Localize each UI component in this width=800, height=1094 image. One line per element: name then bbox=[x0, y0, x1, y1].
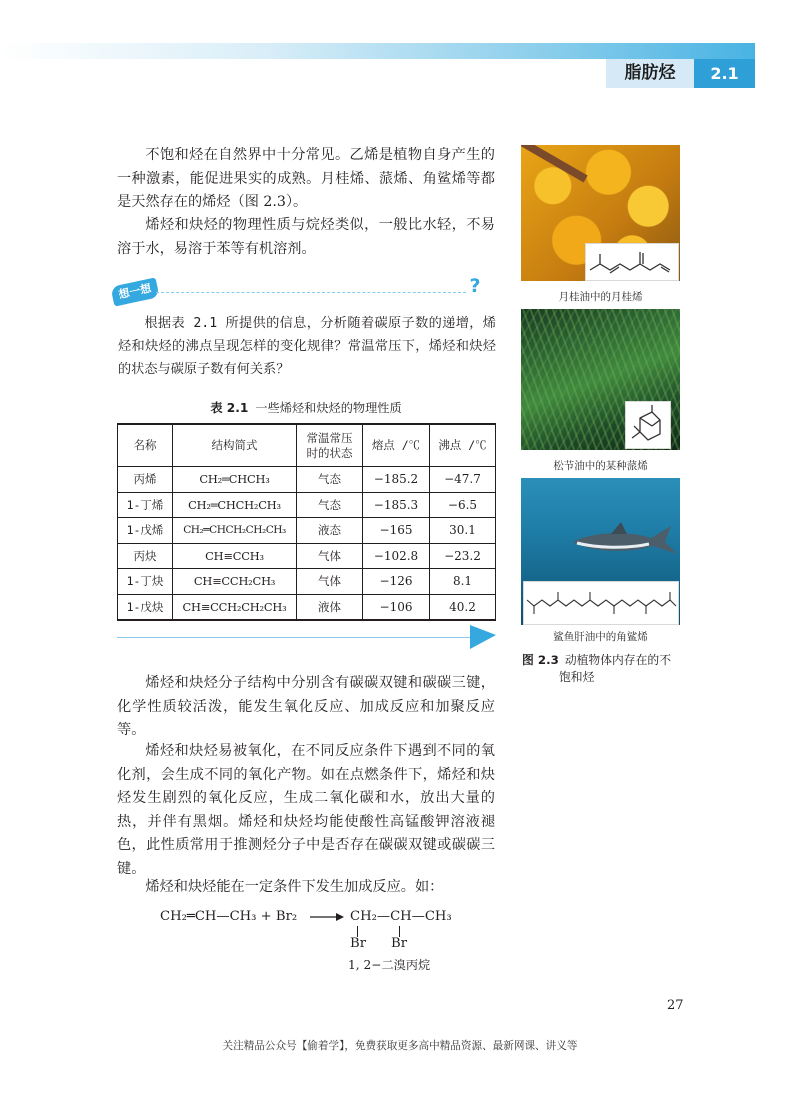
paragraph-5: 烯烃和炔烃能在一定条件下发生加成反应。如： bbox=[145, 879, 444, 895]
cell-state: 液态 bbox=[297, 518, 363, 544]
cell-state: 气态 bbox=[297, 467, 363, 493]
cell-melting-point: −165 bbox=[363, 518, 430, 544]
figure-title-line1: 动植物体内存在的不 bbox=[564, 653, 671, 667]
cell-name: 1-戊烯 bbox=[118, 518, 173, 544]
cell-state: 气态 bbox=[297, 492, 363, 518]
cell-melting-point: −102.8 bbox=[363, 543, 430, 569]
figure-caption bbox=[522, 652, 692, 686]
footer-note: 关注精品公众号【偷着学】，免费获取更多高中精品资源、最新网课、讲义等 bbox=[222, 1040, 578, 1052]
cell-boiling-point: 8.1 bbox=[430, 569, 496, 595]
table-title: 一些烯烃和炔烃的物理性质 bbox=[255, 401, 402, 415]
section-end-rule bbox=[117, 637, 477, 638]
table-row bbox=[118, 492, 496, 518]
cell-melting-point: −126 bbox=[363, 569, 430, 595]
table-row bbox=[118, 467, 496, 493]
cell-boiling-point: 40.2 bbox=[430, 594, 496, 620]
table-row bbox=[118, 518, 496, 544]
cell-state: 气体 bbox=[297, 543, 363, 569]
properties-table bbox=[117, 423, 496, 621]
cell-melting-point: −185.3 bbox=[363, 492, 430, 518]
pinene-structure bbox=[625, 401, 671, 449]
cell-state: 液体 bbox=[297, 594, 363, 620]
page-number: 27 bbox=[667, 998, 684, 1013]
paragraph-1: 不饱和烃在自然界中十分常见。乙烯是植物自身产生的一种激素，能促进果实的成熟。月桂烯、蒎烯、角鲨烯等都是天然存在的烯烃（图 2.3）。 bbox=[117, 147, 495, 210]
section-title: 脂肪烃 bbox=[624, 63, 676, 83]
table-number: 表 2.1 bbox=[210, 401, 249, 415]
cell-formula: CH≡CCH₂CH₂CH₃ bbox=[173, 594, 297, 620]
shark-photo bbox=[521, 478, 680, 625]
section-number: 2.1 bbox=[710, 64, 739, 83]
think-badge-label: 想一想 bbox=[117, 281, 153, 302]
reaction-arrow-icon bbox=[310, 912, 344, 922]
cell-formula: CH₂═CHCH₂CH₃ bbox=[173, 492, 297, 518]
equation-reactants: CH₂═CH—CH₃ + Br₂ bbox=[160, 909, 298, 924]
table-caption bbox=[117, 399, 495, 416]
cell-name: 丙烯 bbox=[118, 467, 173, 493]
pinene-skeletal-formula bbox=[626, 402, 670, 448]
header-formula: 结构简式 bbox=[173, 424, 297, 467]
cell-name: 丙炔 bbox=[118, 543, 173, 569]
squalene-skeletal-formula bbox=[524, 582, 678, 624]
cell-name: 1-丁烯 bbox=[118, 492, 173, 518]
cell-formula: CH₂═CHCH₃ bbox=[173, 467, 297, 493]
cell-melting-point: −106 bbox=[363, 594, 430, 620]
header-band bbox=[0, 43, 755, 59]
cell-melting-point: −185.2 bbox=[363, 467, 430, 493]
bromine-1: Br bbox=[350, 936, 366, 951]
header-melting-point: 熔点 /℃ bbox=[363, 424, 430, 467]
cell-formula: CH₂═CHCH₂CH₂CH₃ bbox=[173, 518, 297, 544]
cell-boiling-point: 30.1 bbox=[430, 518, 496, 544]
table-row bbox=[118, 569, 496, 595]
paragraph-3: 烯烃和炔烃分子结构中分别含有碳碳双键和碳碳三键，化学性质较活泼，能发生氧化反应、加成反应和加聚反应等。 bbox=[117, 675, 495, 738]
figure-title-line2: 饱和烃 bbox=[559, 670, 595, 684]
cell-state: 气体 bbox=[297, 569, 363, 595]
header-boiling-point: 沸点 /℃ bbox=[430, 424, 496, 467]
equation-product: CH₂—CH—CH₃ bbox=[350, 909, 452, 924]
header-name: 名称 bbox=[118, 424, 173, 467]
paragraph-2: 烯烃和炔烃的物理性质与烷烃类似，一般比水轻，不易溶于水，易溶于苯等有机溶剂。 bbox=[117, 217, 495, 257]
table-row bbox=[118, 594, 496, 620]
think-divider bbox=[156, 292, 466, 293]
arrow-icon bbox=[470, 625, 496, 649]
squalene-structure bbox=[523, 581, 679, 625]
paragraph-4: 烯烃和炔烃易被氧化，在不同反应条件下遇到不同的氧化剂，会生成不同的氧化产物。如在点燃条件下，烯烃和炔烃发生剧烈的氧化反应，生成二氧化碳和水，放出大量的热，并伴有黑烟。烯烃和炔烃均能使酸性高锰酸钾溶液褪色，此性质常用于推测烃分子中是否存在碳碳双键或碳碳三键。 bbox=[117, 743, 495, 877]
think-question: 根据表 2.1 所提供的信息，分析随着碳原子数的递增，烯烃和炔烃的沸点呈现怎样的变化规律？常温常压下，烯烃和炔烃的状态与碳原子数有何关系？ bbox=[118, 316, 496, 377]
myrcene-structure bbox=[585, 243, 679, 281]
header-state: 常温常压时的状态 bbox=[297, 424, 363, 467]
cell-boiling-point: −23.2 bbox=[430, 543, 496, 569]
osmanthus-photo bbox=[521, 145, 680, 281]
question-mark-icon: ? bbox=[469, 275, 481, 297]
cell-boiling-point: −47.7 bbox=[430, 467, 496, 493]
caption-squalene: 鲨鱼肝油中的角鲨烯 bbox=[553, 631, 648, 643]
caption-myrcene: 月桂油中的月桂烯 bbox=[558, 291, 643, 303]
caption-pinene: 松节油中的某种蒎烯 bbox=[553, 460, 648, 472]
cell-formula: CH≡CCH₃ bbox=[173, 543, 297, 569]
shark-icon bbox=[571, 520, 680, 560]
branch-shape bbox=[521, 145, 588, 182]
pine-photo bbox=[521, 309, 680, 450]
cell-name: 1-戊炔 bbox=[118, 594, 173, 620]
figure-number: 图 2.3 bbox=[522, 653, 559, 667]
table-row bbox=[118, 543, 496, 569]
myrcene-skeletal-formula bbox=[586, 244, 678, 280]
bromine-2: Br bbox=[391, 936, 407, 951]
cell-boiling-point: −6.5 bbox=[430, 492, 496, 518]
product-name: 1, 2−二溴丙烷 bbox=[348, 958, 431, 972]
cell-name: 1-丁炔 bbox=[118, 569, 173, 595]
cell-formula: CH≡CCH₂CH₃ bbox=[173, 569, 297, 595]
